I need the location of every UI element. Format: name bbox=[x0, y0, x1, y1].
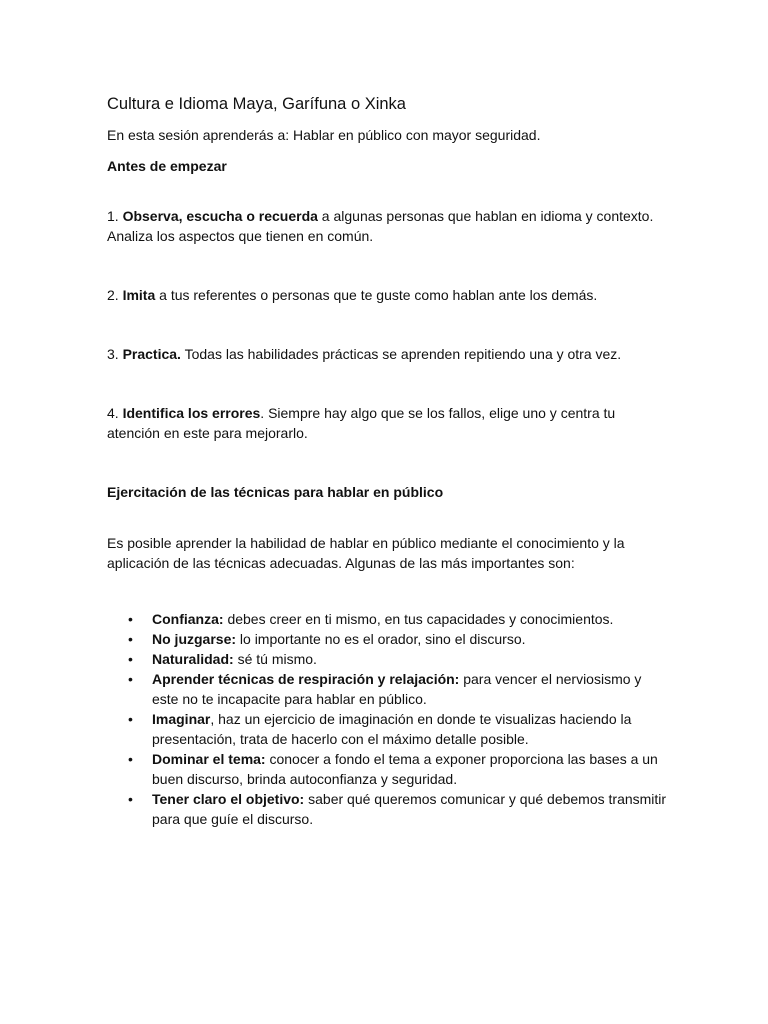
technique-text: , haz un ejercicio de imaginación en donde te visualizas haciendo la presentación, trata de hacerlo con el máximo detalle posible. bbox=[152, 711, 632, 747]
technique-bold: Aprender técnicas de respiración y relajación: bbox=[152, 671, 460, 687]
technique-bold: Dominar el tema: bbox=[152, 751, 266, 767]
step-number: 3. bbox=[107, 346, 119, 362]
bullet-icon: • bbox=[128, 791, 133, 807]
technique-text: conocer a fondo el tema a exponer proporciona las bases a un buen discurso, brinda autoconfianza y seguridad. bbox=[152, 751, 658, 787]
bullet-icon: • bbox=[128, 671, 133, 687]
list-item bbox=[107, 669, 667, 709]
technique-text: debes creer en ti mismo, en tus capacidades y conocimientos. bbox=[223, 611, 614, 627]
technique-text: saber qué queremos comunicar y qué debemos transmitir para que guíe el discurso. bbox=[152, 791, 667, 827]
step-text: a tus referentes o personas que te guste como hablan ante los demás. bbox=[155, 287, 598, 303]
step-number: 1. bbox=[107, 208, 119, 224]
technique-text: sé tú mismo. bbox=[233, 651, 317, 667]
list-item bbox=[107, 629, 667, 649]
technique-text: para vencer el nerviosismo y este no te incapacite para hablar en público. bbox=[152, 671, 642, 707]
step-bold: Observa, escucha o recuerda bbox=[122, 208, 318, 224]
bullet-icon: • bbox=[128, 751, 133, 767]
section-paragraph: Es posible aprender la habilidad de hablar en público mediante el conocimiento y la aplicación de las técnicas adecuadas. Algunas de las más importantes son: bbox=[107, 535, 625, 571]
step-bold: Identifica los errores bbox=[122, 405, 261, 421]
document-page bbox=[107, 93, 667, 829]
step-item bbox=[107, 285, 667, 305]
step-item bbox=[107, 344, 667, 364]
step-item bbox=[107, 206, 667, 246]
bullet-icon: • bbox=[128, 651, 133, 667]
step-bold: Practica. bbox=[122, 346, 181, 362]
bullet-icon: • bbox=[128, 711, 133, 727]
step-bold: Imita bbox=[122, 287, 156, 303]
step-text: . Siempre hay algo que se los fallos, elige uno y centra tu atención en este para mejorarlo. bbox=[107, 405, 616, 441]
technique-bold: Imaginar bbox=[152, 711, 211, 727]
document-title: Cultura e Idioma Maya, Garífuna o Xinka bbox=[107, 95, 406, 113]
technique-bold: Confianza: bbox=[152, 611, 224, 627]
step-item bbox=[107, 403, 667, 443]
list-item bbox=[107, 649, 667, 669]
techniques-list bbox=[107, 609, 667, 829]
list-item bbox=[107, 709, 667, 749]
step-text: Todas las habilidades prácticas se aprenden repitiendo una y otra vez. bbox=[180, 346, 622, 362]
bullet-icon: • bbox=[128, 611, 133, 627]
bullet-icon: • bbox=[128, 631, 133, 647]
technique-bold: Naturalidad: bbox=[152, 651, 234, 667]
technique-bold: No juzgarse: bbox=[152, 631, 237, 647]
session-intro: En esta sesión aprenderás a: Hablar en público con mayor seguridad. bbox=[107, 127, 541, 143]
section-heading: Ejercitación de las técnicas para hablar en público bbox=[107, 484, 444, 500]
step-text: a algunas personas que hablan en idioma y contexto. Analiza los aspectos que tienen en común. bbox=[107, 208, 654, 244]
list-item bbox=[107, 749, 667, 789]
step-number: 4. bbox=[107, 405, 119, 421]
step-number: 2. bbox=[107, 287, 119, 303]
before-heading: Antes de empezar bbox=[107, 158, 227, 174]
list-item bbox=[107, 789, 667, 829]
technique-text: lo importante no es el orador, sino el discurso. bbox=[236, 631, 526, 647]
technique-bold: Tener claro el objetivo: bbox=[152, 791, 305, 807]
list-item bbox=[107, 609, 667, 629]
